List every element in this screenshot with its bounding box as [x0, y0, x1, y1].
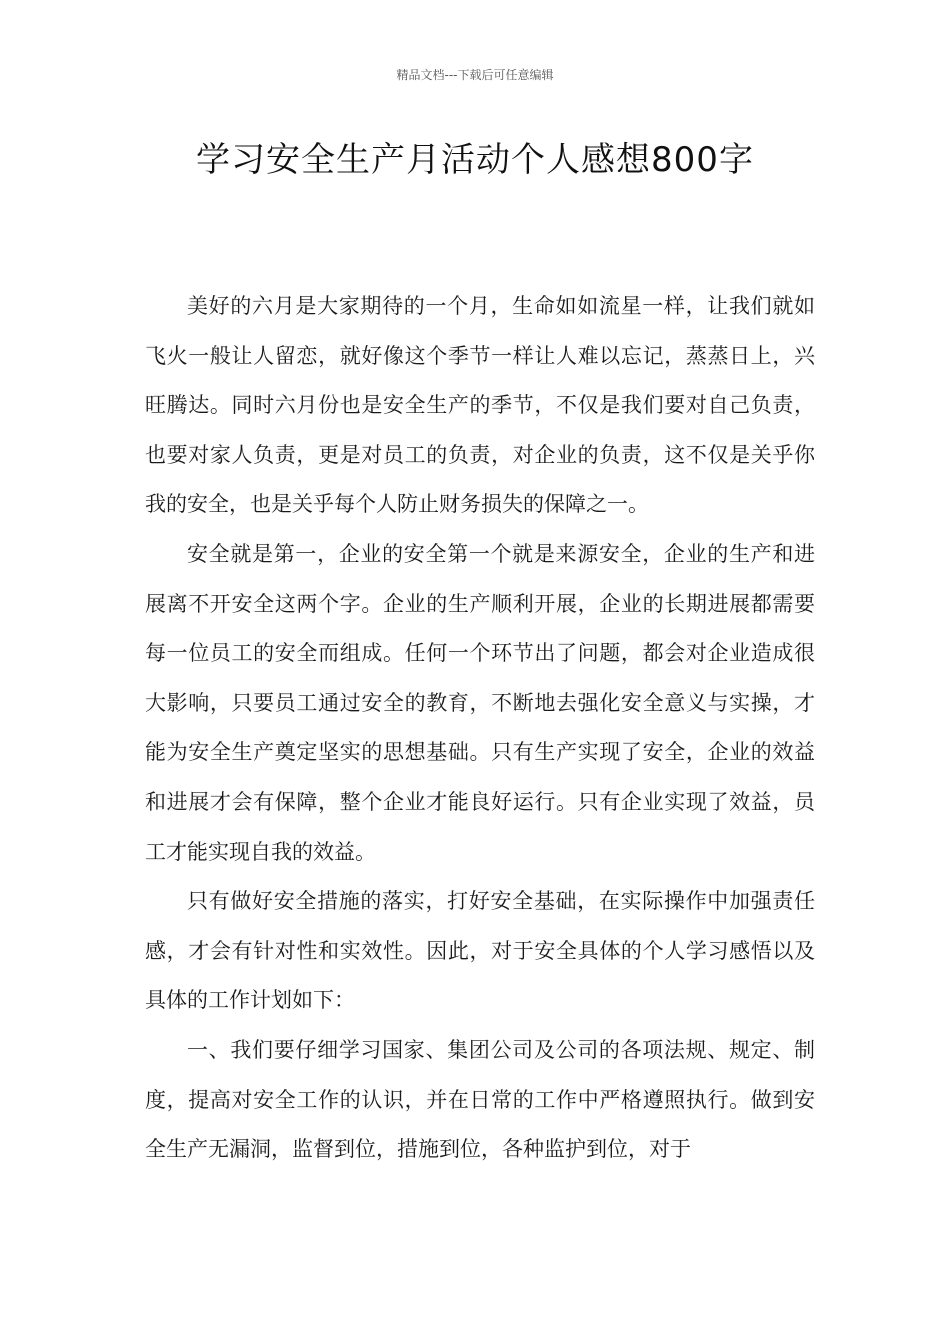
paragraph-4: 一、我们要仔细学习国家、集团公司及公司的各项法规、规定、制度，提高对安全工作的认识，并在日常的工作中严格遵照执行。做到安全生产无漏洞，监督到位，措施到位，各种监护到位，对于	[145, 1037, 815, 1162]
paragraph-2: 安全就是第一，企业的安全第一个就是来源安全，企业的生产和进展离不开安全这两个字。企业的生产顺利开展，企业的长期进展都需要每一位员工的安全而组成。任何一个环节出了问题，都会对企业造成很大影响，只要员工通过安全的教育，不断地去强化安全意义与实操，才能为安全生产奠定坚实的思想基础。只有生产实现了安全，企业的效益和进展才会有保障，整个企业才能良好运行。只有企业实现了效益，员工才能实现自我的效益。	[145, 541, 815, 864]
paragraph-1: 美好的六月是大家期待的一个月，生命如如流星一样，让我们就如飞火一般让人留恋，就好像这个季节一样让人难以忘记，蒸蒸日上，兴旺腾达。同时六月份也是安全生产的季节，不仅是我们要对自己负责，也要对家人负责，更是对员工的负责，对企业的负责，这不仅是关乎你我的安全，也是关乎每个人防止财务损失的保障之一。	[145, 294, 815, 517]
document-title: 学习安全生产月活动个人感想800字	[196, 140, 754, 180]
page-header: 精品文档---下载后可任意编辑	[396, 68, 554, 82]
paragraph-3: 只有做好安全措施的落实，打好安全基础，在实际操作中加强责任感，才会有针对性和实效性。因此，对于安全具体的个人学习感悟以及具体的工作计划如下：	[145, 889, 815, 1013]
document-body	[145, 282, 815, 1175]
